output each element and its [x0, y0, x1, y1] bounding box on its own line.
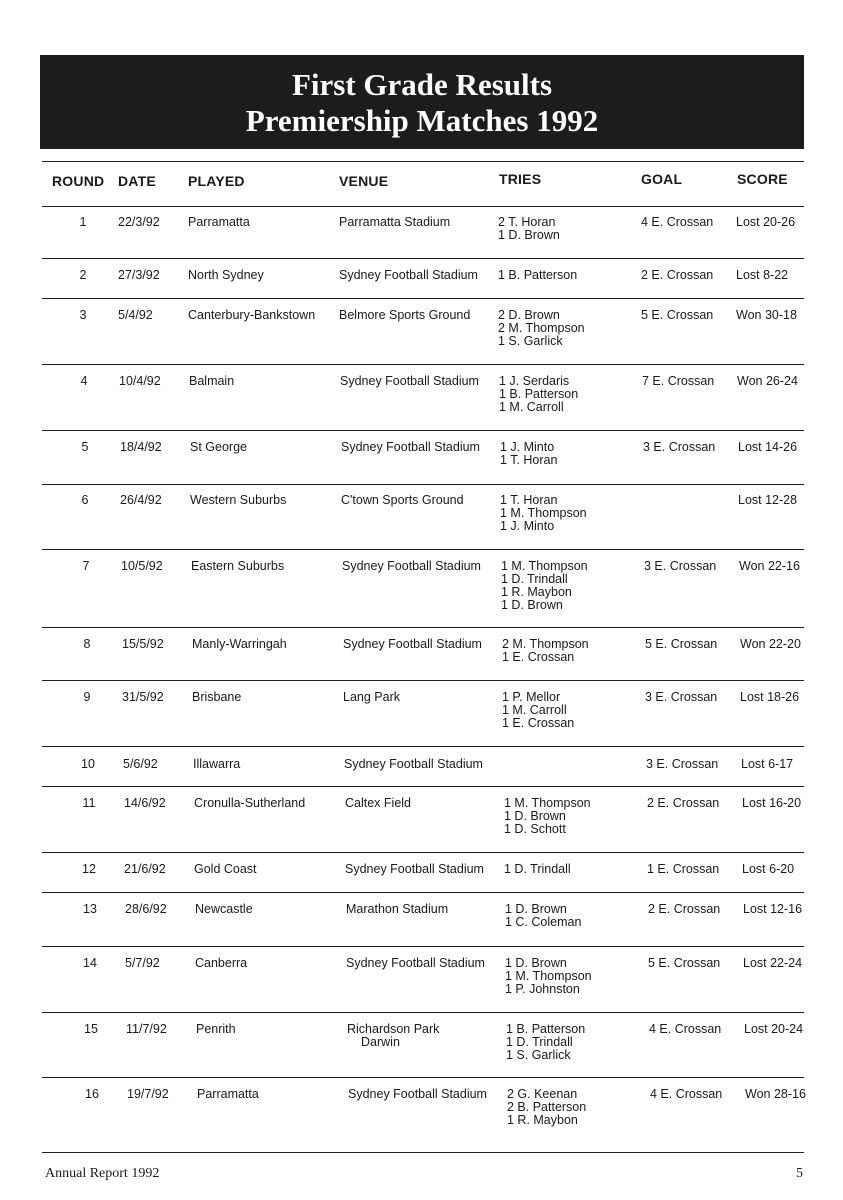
tries-cell	[502, 638, 589, 664]
opponent-cell: Canberra	[195, 956, 248, 970]
venue-cell	[345, 863, 484, 876]
round-cell: 10	[81, 757, 95, 771]
opponent-cell: Gold Coast	[194, 862, 257, 876]
try-scorer: 2 T. Horan	[498, 215, 556, 229]
date-cell: 18/4/92	[120, 440, 162, 454]
round-cell: 16	[85, 1087, 99, 1101]
try-scorer: 1 B. Patterson	[498, 268, 578, 282]
venue-line: Belmore Sports Ground	[339, 308, 471, 322]
row-divider	[42, 852, 804, 853]
opponent-cell: Manly-Warringah	[192, 637, 287, 651]
round-cell: 12	[82, 862, 96, 876]
round-cell: 13	[83, 902, 97, 916]
try-scorer: 2 M. Thompson	[502, 637, 589, 651]
try-scorer: 1 M. Carroll	[499, 400, 564, 414]
date-cell: 22/3/92	[118, 215, 160, 229]
try-scorer: 1 B. Patterson	[499, 387, 579, 401]
tries-cell	[500, 494, 587, 533]
tries-cell	[507, 1088, 586, 1127]
row-divider	[42, 946, 804, 947]
venue-cell	[341, 441, 480, 454]
venue-line: Sydney Football Stadium	[348, 1087, 487, 1101]
try-scorer: 2 D. Brown	[498, 308, 560, 322]
title-banner	[40, 55, 804, 149]
score-cell: Lost 6-20	[742, 862, 795, 876]
header-round: ROUND	[52, 173, 105, 189]
date-cell: 26/4/92	[120, 493, 162, 507]
goal-cell: 5 E. Crossan	[648, 956, 721, 970]
venue-cell	[345, 797, 411, 810]
score-cell: Lost 14-26	[738, 440, 798, 454]
try-scorer: 1 E. Crossan	[502, 716, 575, 730]
try-scorer: 1 T. Horan	[500, 453, 558, 467]
try-scorer: 1 D. Brown	[498, 228, 560, 242]
header-played: PLAYED	[188, 173, 245, 189]
try-scorer: 1 J. Minto	[500, 440, 555, 454]
goal-cell: 5 E. Crossan	[641, 308, 714, 322]
venue-cell	[343, 691, 400, 704]
tries-cell	[502, 691, 574, 730]
try-scorer: 1 J. Minto	[500, 519, 555, 533]
goal-cell: 5 E. Crossan	[645, 637, 718, 651]
row-divider	[42, 1012, 804, 1013]
try-scorer: 1 D. Trindall	[501, 572, 568, 586]
score-cell: Won 30-18	[736, 308, 797, 322]
opponent-cell: Newcastle	[195, 902, 253, 916]
date-cell: 10/4/92	[119, 374, 161, 388]
header-venue: VENUE	[339, 173, 389, 189]
goal-cell: 2 E. Crossan	[641, 268, 714, 282]
try-scorer: 1 J. Serdaris	[499, 374, 570, 388]
row-divider	[42, 484, 804, 485]
date-cell: 5/4/92	[118, 308, 153, 322]
score-cell: Lost 20-24	[744, 1022, 804, 1036]
score-cell: Won 28-16	[745, 1087, 806, 1101]
try-scorer: 2 M. Thompson	[498, 321, 585, 335]
footer-title: Annual Report 1992	[45, 1166, 160, 1181]
row-divider	[42, 298, 804, 299]
round-cell: 7	[82, 559, 90, 573]
try-scorer: 1 S. Garlick	[498, 334, 563, 348]
try-scorer: 1 R. Maybon	[507, 1113, 578, 1127]
opponent-cell: Western Suburbs	[190, 493, 287, 507]
goal-cell: 2 E. Crossan	[647, 796, 720, 810]
venue-line: Richardson Park	[347, 1022, 440, 1036]
header-score: SCORE	[737, 171, 788, 187]
goal-cell: 4 E. Crossan	[650, 1087, 723, 1101]
row-divider	[42, 258, 804, 259]
tries-cell	[505, 957, 592, 996]
tries-cell	[499, 375, 578, 414]
score-cell: Won 22-16	[739, 559, 800, 573]
try-scorer: 2 G. Keenan	[507, 1087, 578, 1101]
date-cell: 14/6/92	[124, 796, 166, 810]
try-scorer: 1 D. Trindall	[506, 1035, 573, 1049]
row-divider	[42, 1077, 804, 1078]
venue-cell	[343, 638, 482, 651]
try-scorer: 1 M. Thompson	[500, 506, 587, 520]
venue-cell	[340, 375, 479, 388]
try-scorer: 1 D. Brown	[501, 598, 563, 612]
round-cell: 8	[83, 637, 91, 651]
try-scorer: 1 R. Maybon	[501, 585, 572, 599]
try-scorer: 1 P. Mellor	[502, 690, 561, 704]
venue-line: Caltex Field	[345, 796, 411, 810]
round-cell: 5	[81, 440, 89, 454]
opponent-cell: Cronulla-Sutherland	[194, 796, 306, 810]
goal-cell: 7 E. Crossan	[642, 374, 715, 388]
try-scorer: 1 D. Brown	[505, 902, 567, 916]
try-scorer: 1 M. Thompson	[504, 796, 591, 810]
try-scorer: 1 D. Brown	[505, 956, 567, 970]
row-divider	[42, 680, 804, 681]
try-scorer: 1 S. Garlick	[506, 1048, 571, 1062]
date-cell: 15/5/92	[122, 637, 164, 651]
round-cell: 15	[84, 1022, 98, 1036]
tries-cell	[504, 797, 591, 836]
round-cell: 1	[79, 215, 87, 229]
header-rule	[42, 206, 804, 207]
tries-cell	[498, 216, 560, 242]
date-cell: 10/5/92	[121, 559, 163, 573]
goal-cell: 3 E. Crossan	[645, 690, 718, 704]
opponent-cell: North Sydney	[188, 268, 264, 282]
opponent-cell: St George	[190, 440, 247, 454]
venue-line: Sydney Football Stadium	[339, 268, 478, 282]
goal-cell: 1 E. Crossan	[647, 862, 720, 876]
venue-cell	[346, 903, 448, 916]
tries-cell	[498, 309, 585, 348]
score-cell: Won 26-24	[737, 374, 798, 388]
row-divider	[42, 786, 804, 787]
date-cell: 27/3/92	[118, 268, 160, 282]
goal-cell: 3 E. Crossan	[646, 757, 719, 771]
tries-cell	[501, 560, 588, 612]
row-divider	[42, 1152, 804, 1153]
venue-cell	[339, 216, 450, 229]
try-scorer: 1 P. Johnston	[505, 982, 580, 996]
round-cell: 3	[79, 308, 87, 322]
goal-cell: 3 E. Crossan	[643, 440, 716, 454]
venue-cell	[339, 309, 470, 322]
venue-cell	[342, 560, 481, 573]
page-subtitle: Premiership Matches 1992	[245, 103, 599, 138]
goal-cell: 4 E. Crossan	[649, 1022, 722, 1036]
venue-line: Sydney Football Stadium	[346, 956, 485, 970]
header-goal: GOAL	[641, 171, 683, 187]
opponent-cell: Brisbane	[192, 690, 242, 704]
opponent-cell: Illawarra	[193, 757, 241, 771]
score-cell: Won 22-20	[740, 637, 801, 651]
venue-line: C'town Sports Ground	[341, 493, 464, 507]
venue-cell	[344, 758, 483, 771]
row-divider	[42, 892, 804, 893]
venue-line: Sydney Football Stadium	[345, 862, 484, 876]
score-cell: Lost 6-17	[741, 757, 794, 771]
opponent-cell: Canterbury-Bankstown	[188, 308, 316, 322]
venue-cell	[341, 494, 464, 507]
try-scorer: 1 D. Brown	[504, 809, 566, 823]
try-scorer: 1 E. Crossan	[502, 650, 575, 664]
round-cell: 2	[79, 268, 87, 282]
opponent-cell: Penrith	[196, 1022, 236, 1036]
round-cell: 14	[83, 956, 97, 970]
header-date: DATE	[118, 173, 156, 189]
score-cell: Lost 12-28	[738, 493, 798, 507]
date-cell: 5/6/92	[123, 757, 158, 771]
round-cell: 9	[83, 690, 91, 704]
score-cell: Lost 20-26	[736, 215, 796, 229]
venue-line: Marathon Stadium	[346, 902, 449, 916]
try-scorer: 1 D. Schott	[504, 822, 566, 836]
try-scorer: 1 D. Trindall	[504, 862, 571, 876]
goal-cell: 2 E. Crossan	[648, 902, 721, 916]
row-divider	[42, 746, 804, 747]
venue-cell	[347, 1023, 439, 1049]
venue-line: Parramatta Stadium	[339, 215, 451, 229]
date-cell: 5/7/92	[125, 956, 160, 970]
tries-cell	[506, 1023, 585, 1062]
goal-cell: 4 E. Crossan	[641, 215, 714, 229]
opponent-cell: Eastern Suburbs	[191, 559, 285, 573]
date-cell: 19/7/92	[127, 1087, 169, 1101]
opponent-cell: Parramatta	[188, 215, 250, 229]
venue-cell	[339, 269, 478, 282]
venue-line: Sydney Football Stadium	[341, 440, 480, 454]
tries-cell	[498, 269, 577, 282]
header-tries: TRIES	[499, 171, 542, 187]
try-scorer: 1 M. Thompson	[505, 969, 592, 983]
try-scorer: 1 C. Coleman	[505, 915, 582, 929]
venue-line: Sydney Football Stadium	[344, 757, 483, 771]
try-scorer: 1 T. Horan	[500, 493, 558, 507]
row-divider	[42, 549, 804, 550]
try-scorer: 2 B. Patterson	[507, 1100, 587, 1114]
round-cell: 11	[82, 796, 96, 810]
row-divider	[42, 627, 804, 628]
score-cell: Lost 18-26	[740, 690, 800, 704]
round-cell: 6	[81, 493, 89, 507]
footer-page-number: 5	[796, 1166, 803, 1181]
page-title: First Grade Results	[291, 67, 553, 102]
row-divider	[42, 430, 804, 431]
score-cell: Lost 22-24	[743, 956, 803, 970]
opponent-cell: Balmain	[189, 374, 235, 388]
venue-line: Lang Park	[343, 690, 400, 704]
try-scorer: 1 B. Patterson	[506, 1022, 586, 1036]
venue-line: Sydney Football Stadium	[340, 374, 479, 388]
venue-line: Darwin	[361, 1035, 400, 1049]
goal-cell: 3 E. Crossan	[644, 559, 717, 573]
top-rule	[42, 161, 804, 162]
tries-cell	[504, 863, 571, 876]
score-cell: Lost 12-16	[743, 902, 803, 916]
tries-cell	[505, 903, 581, 929]
date-cell: 21/6/92	[124, 862, 166, 876]
venue-line: Sydney Football Stadium	[343, 637, 482, 651]
venue-cell	[346, 957, 485, 970]
date-cell: 11/7/92	[126, 1022, 167, 1036]
date-cell: 28/6/92	[125, 902, 167, 916]
try-scorer: 1 M. Carroll	[502, 703, 567, 717]
try-scorer: 1 M. Thompson	[501, 559, 588, 573]
date-cell: 31/5/92	[122, 690, 164, 704]
score-cell: Lost 16-20	[742, 796, 802, 810]
round-cell: 4	[80, 374, 88, 388]
venue-cell	[348, 1088, 487, 1101]
opponent-cell: Parramatta	[197, 1087, 259, 1101]
score-cell: Lost 8-22	[736, 268, 789, 282]
venue-line: Sydney Football Stadium	[342, 559, 481, 573]
row-divider	[42, 364, 804, 365]
tries-cell	[500, 441, 557, 467]
